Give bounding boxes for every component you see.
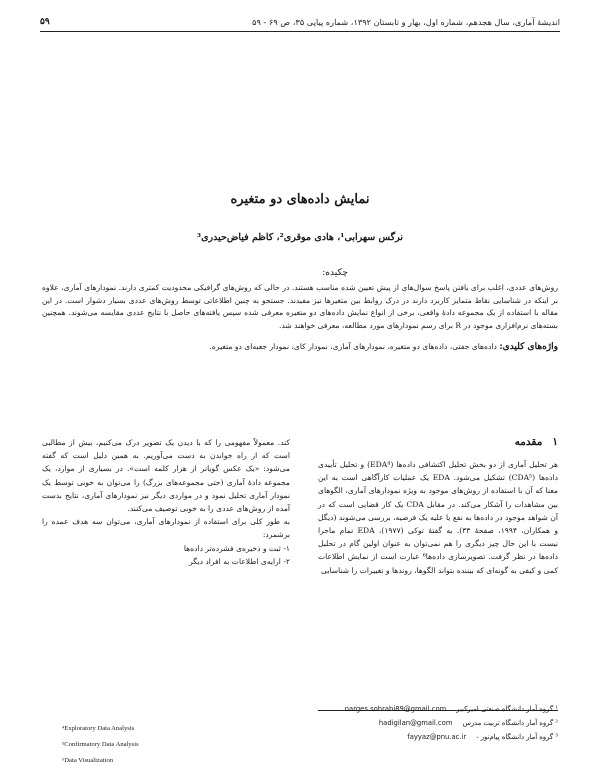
- keywords-label: واژه‌های کلیدی:: [499, 342, 558, 352]
- goals-paragraph: به طور کلی برای استفاده از نمودارهای آماری، می‌توان سه هدف عمده را برشمرد:: [42, 517, 290, 540]
- intro-paragraph: هر تحلیل آماری از دو بخش تحلیل اکتشافی داده‌ها (EDA⁴) و تحلیل تأییدی داده‌ها (CDA⁵) تشکیل می‌شود. EDA یک عملیات کارآگاهی است به این معنا که آن با استفاده از روش‌های موجود به ویژه نمودارهای آماری، الگوهای بین مشاهدات را آشکار می‌کند. در مقابل CDA یک کار قضایی است که در آن شواهد موجود در داده‌ها به نفع یا علیه یک فرضیه، بررسی می‌شوند (دیگل و همکاران، ۱۹۹۴، صفحهٔ ۳۳). به گفتهٔ توکی (۱۹۷۷)، EDA تمام ماجرا نیست با این حال چیز دیگری را هم نمی‌توان به عنوان اولین گام در تحلیل داده‌ها در نظر گرفت. تصویرسازی داده‌ها⁶ عبارت است از نمایش اطلاعات کمی و کیفی به گونه‌ای که بیننده بتواند الگوها، روندها و تغییرات را شناسایی: [318, 460, 559, 575]
- left-column: [42, 436, 290, 568]
- paper-title: نمایش داده‌های دو متغیره: [230, 192, 370, 207]
- footnote-email: fayyaz@pnu.ac.ir: [407, 733, 467, 741]
- running-header: [40, 14, 560, 30]
- keywords: [42, 341, 558, 354]
- section-number: ۱: [552, 436, 558, 448]
- footnote-eda: ⁴Exploratory Data Analysis: [62, 725, 135, 732]
- header-rule: [40, 31, 560, 32]
- footnote-1: [345, 702, 558, 716]
- continued-paragraph: کند. معمولاً مفهومی را که با دیدن یک تصویر درک می‌کنیم، بیش از مطالبی است که از راه خواندن به دست می‌آوریم. به همین دلیل است که گفته می‌شود: «یک عکس گویاتر از هزار کلمه است». در بسیاری از موارد، یک مجموعه دادهٔ آماری (حتی مجموعه‌های بزرگ) را می‌توان به خوبی توسط یک نمودار آماری تحلیل نمود و در مواردی دیگر نیز نمودارهای آماری، نتایج بدست آمده از روش‌های عددی را به خوبی توصیف می‌کنند.: [42, 438, 290, 514]
- list-item: ۱- ثبت و ذخیره‌ی فشرده‌تر داده‌ها: [183, 543, 290, 553]
- footnote-3: [407, 730, 558, 744]
- page-number: ۵۹: [40, 17, 50, 27]
- footnote-affiliation: ² گروه آمار دانشگاه تربیت مدرس: [462, 719, 558, 727]
- footnote-email: hadigilan@gmail.com: [378, 719, 453, 727]
- footnote-affiliation: ³ گروه آمار دانشگاه پیام‌نور -: [476, 733, 558, 741]
- section-title: مقدمه: [514, 436, 543, 448]
- footnote-2: [379, 716, 558, 730]
- footnote-cda: ⁵Confirmatory Data Analysis: [62, 741, 139, 748]
- abstract-text: روش‌های عددی، اغلب برای یافتن پاسخ سوال‌های از پیش تعیین شده مناسب هستند. در حالی که روش‌های گرافیکی محدودیت کمتری دارند. نمودارهای آماری، علاوه بر اینکه در شناسایی نقاط متمایز کاربرد دارند در درک روابط بین متغیرها نیز مفیدند. جستجو به چنین اطلاعاتی توسط روش‌های عددی بسیار دشوار است. در این مقاله با استفاده از یک مجموعه دادهٔ واقعی، برخی از انواع نمایش داده‌های دو متغیره معرفی شده سپس یافته‌های حاصل با نتایج عددی مقایسه می‌شوند. همچنین بسته‌های نرم‌افزاری موجود در R برای رسم نمودارهای مورد مطالعه، معرفی خواهند شد.: [42, 283, 558, 330]
- right-column: [318, 458, 558, 577]
- footnote-dv: ⁶Data Visualization: [62, 757, 114, 764]
- author-list: نرگس سهرابی¹، هادی موقری²، کاظم فیاض‌حیدری³: [196, 232, 404, 243]
- footnote-affiliation: ¹ گروه آمار دانشگاه صنعتی امیرکبیر: [456, 705, 558, 713]
- abstract-heading: چکیده:: [322, 268, 348, 278]
- section-heading: [318, 436, 558, 448]
- journal-info: اندیشهٔ آماری، سال هجدهم، شماره اول، بهار و تابستان ۱۳۹۲، شماره پیاپی ۳۵، ص ۶۹ - ۵۹: [252, 17, 560, 27]
- abstract-body: [42, 282, 558, 332]
- footnote-email: narges.sohrabi89@gmail.com: [344, 705, 447, 713]
- list-item: ۲- ارایه‌ی اطلاعات به افراد دیگر: [189, 556, 290, 566]
- keywords-text: داده‌های جفتی، داده‌های دو متغیره، نمودارهای آماری، نمودار کای، نمودار جعبه‌ای دو متغیره.: [209, 342, 497, 351]
